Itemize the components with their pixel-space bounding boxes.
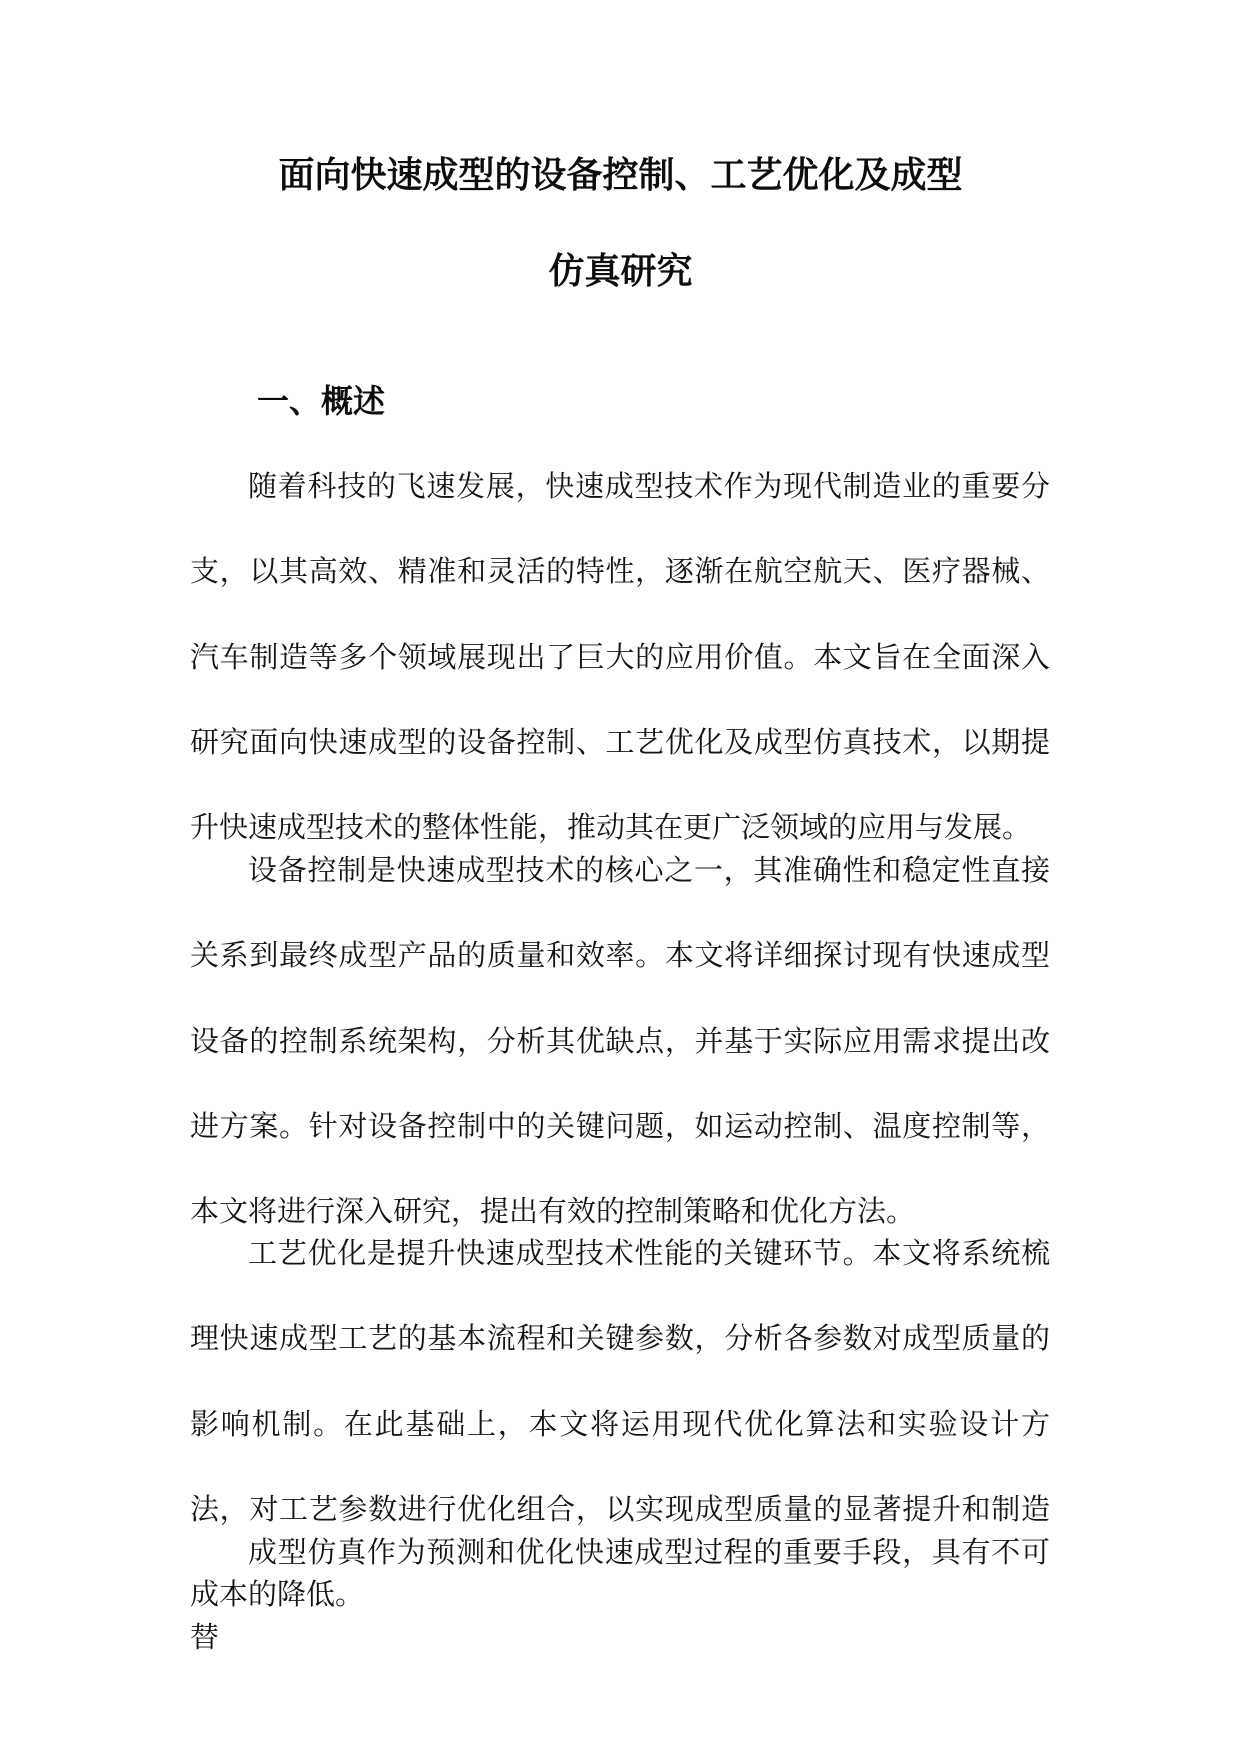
document-title-line-1: 面向快速成型的设备控制、工艺优化及成型	[278, 155, 963, 196]
document-title-line-2: 仿真研究	[548, 251, 693, 292]
section-heading-overview: 一、概述	[257, 382, 386, 420]
paragraph-process-optimization: 工艺优化是提升快速成型技术性能的关键环节。本文将系统梳理快速成型工艺的基本流程和关键参数，分析各参数对成型质量的影响机制。在此基础上，本文将运用现代优化算法和实验设计方法，对工艺参数进行优化组合，以实现成型质量的显著提升和制造成本的降低。	[190, 1236, 1050, 1612]
paragraph-equipment-control: 设备控制是快速成型技术的核心之一，其准确性和稳定性直接关系到最终成型产品的质量和效率。本文将详细探讨现有快速成型设备的控制系统架构，分析其优缺点，并基于实际应用需求提出改进方案。针对设备控制中的关键问题，如运动控制、温度控制等，本文将进行深入研究，提出有效的控制策略和优化方法。	[190, 853, 1050, 1229]
paragraph-forming-simulation: 成型仿真作为预测和优化快速成型过程的重要手段，具有不可替	[190, 1535, 1050, 1655]
paragraph-intro: 随着科技的飞速发展，快速成型技术作为现代制造业的重要分支，以其高效、精准和灵活的特性，逐渐在航空航天、医疗器械、汽车制造等多个领域展现出了巨大的应用价值。本文旨在全面深入研究面向快速成型的设备控制、工艺优化及成型仿真技术，以期提升快速成型技术的整体性能，推动其在更广泛领域的应用与发展。	[190, 469, 1050, 845]
